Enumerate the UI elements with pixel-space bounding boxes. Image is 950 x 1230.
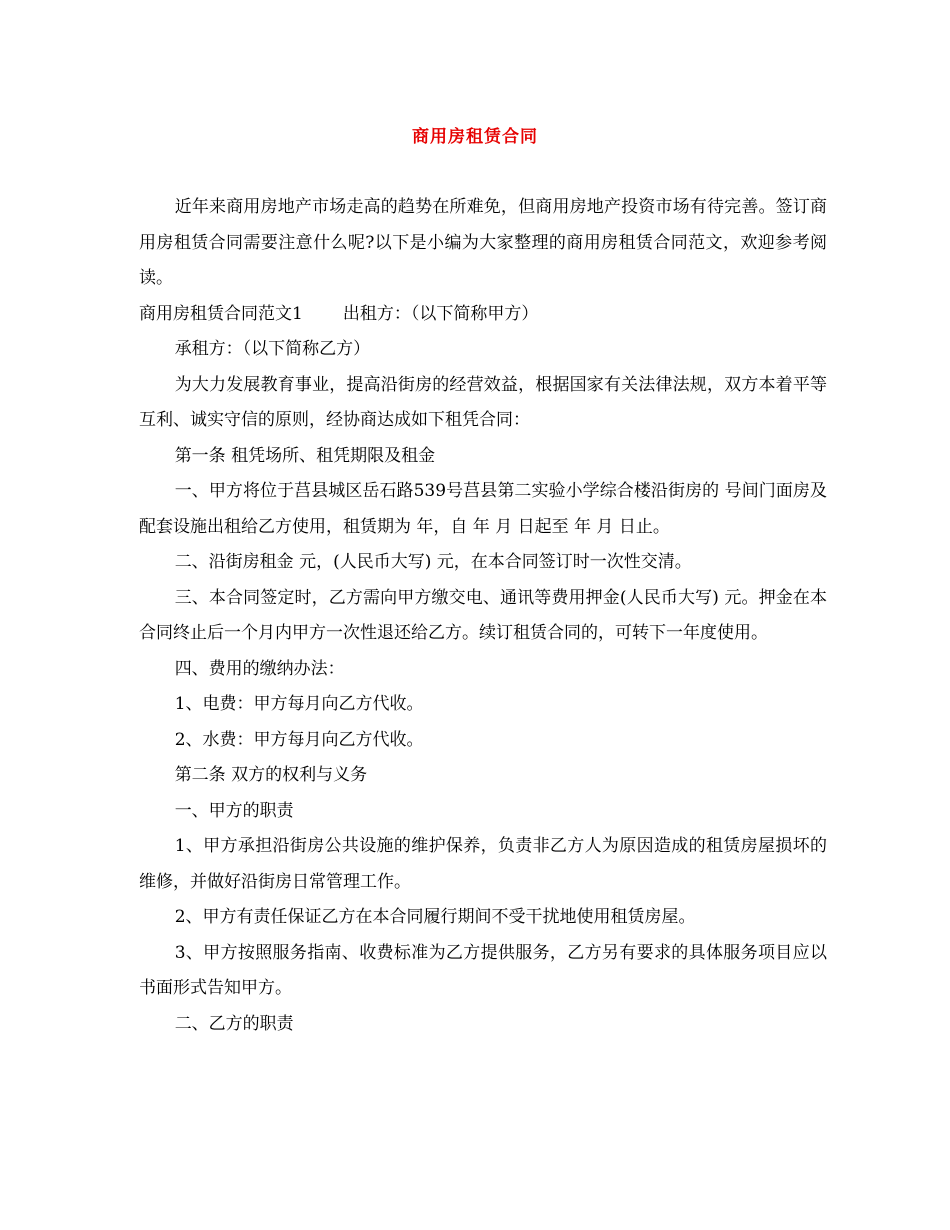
sample-heading-line (139, 297, 827, 333)
lessor-duties-heading: 一、甲方的职责 (174, 800, 294, 821)
lessor-duty-3: 3、甲方按照服务指南、收费标准为乙方提供服务，乙方另有要求的具体服务项目应以书面形式告知甲方。 (139, 942, 827, 998)
lessee-line: 承租方：（以下简称乙方） (174, 339, 371, 359)
lessee-duties-heading: 二、乙方的职责 (174, 1013, 294, 1034)
sample-heading: 商用房租赁合同范文1 (139, 303, 303, 324)
intro-paragraph: 近年来商用房地产市场走高的趋势在所难免，但商用房地产投资市场有待完善。签订商用房租赁合同需要注意什么呢?以下是小编为大家整理的商用房租赁合同范文，欢迎参考阅读。 (139, 197, 827, 288)
article-1-clause-3: 三、本合同签定时，乙方需向甲方缴交电、通讯等费用押金(人民币大写) 元。押金在本合同终止后一个月内甲方一次性退还给乙方。续订租赁合同的，可转下一年度使用。 (139, 587, 827, 643)
lessor-duty-1: 1、甲方承担沿街房公共设施的维护保养，负责非乙方人为原因造成的租赁房屋损坏的维修，并做好沿街房日常管理工作。 (139, 836, 827, 892)
article-1-clause-4: 四、费用的缴纳办法： (174, 658, 345, 679)
article-2-heading: 第二条 双方的权利与义务 (174, 765, 368, 785)
article-1-clause-2: 二、沿街房租金 元，(人民币大写) 元，在本合同签订时一次性交清。 (174, 552, 692, 572)
fee-item-water: 2、水费：甲方每月向乙方代收。 (174, 729, 424, 750)
fee-item-electricity: 1、电费：甲方每月向乙方代收。 (174, 694, 424, 714)
lessor-line: 出租方：（以下简称甲方） (342, 303, 539, 324)
article-1-heading: 第一条 租凭场所、租凭期限及租金 (174, 445, 436, 466)
document-body (139, 190, 827, 1042)
preamble-paragraph: 为大力发展教育事业，提高沿街房的经营效益，根据国家有关法律法规，双方本着平等互利、诚实守信的原则，经协商达成如下租凭合同： (139, 374, 827, 430)
document-title: 商用房租赁合同 (412, 127, 538, 147)
article-1-clause-1: 一、甲方将位于莒县城区岳石路539号莒县第二实验小学综合楼沿街房的 号间门面房及配套设施出租给乙方使用，租赁期为 年，自 年 月 日起至 年 月 日止。 (139, 481, 827, 537)
lessor-duty-2: 2、甲方有责任保证乙方在本合同履行期间不受干扰地使用租赁房屋。 (174, 907, 696, 927)
